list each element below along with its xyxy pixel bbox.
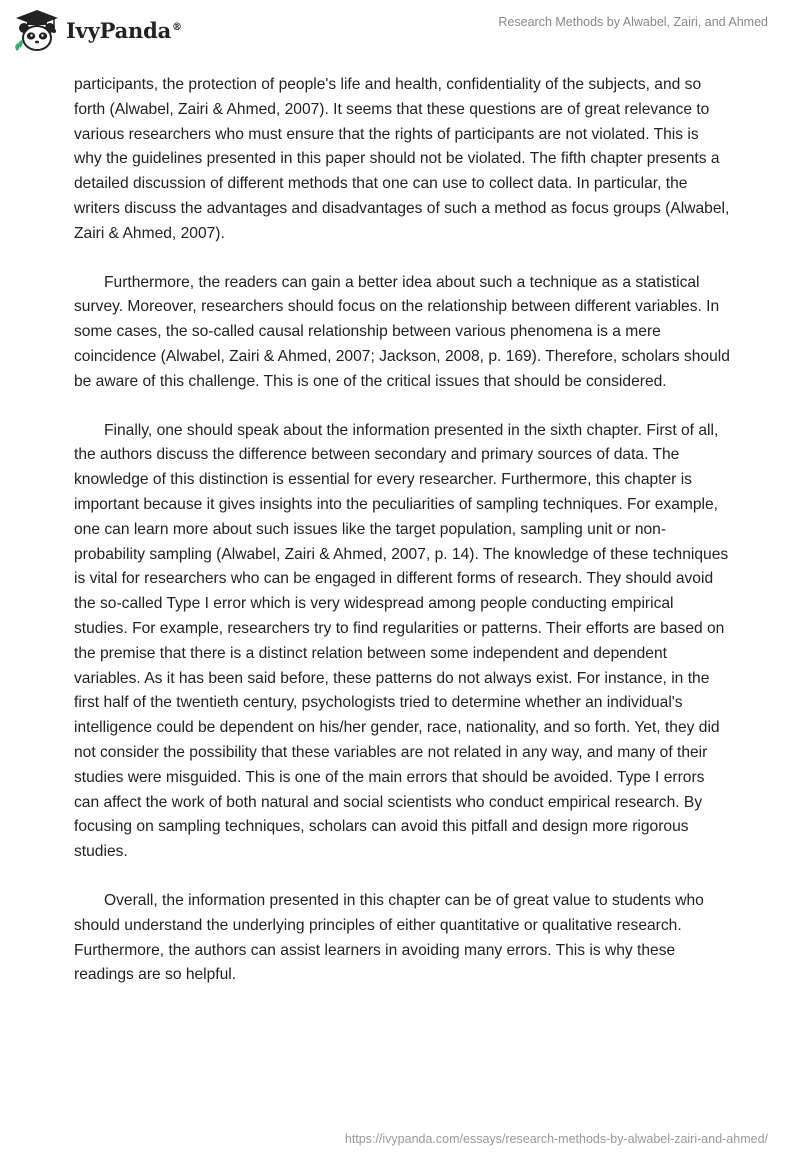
panda-graduate-icon [14, 8, 60, 52]
paragraph: Furthermore, the readers can gain a better idea about such a technique as a statistical survey. Moreover, researchers should focus on the relationship between different variables. In some cases, the so-called causal relationship between various phenomena is a mere coincidence (Alwabel, Zairi & Ahmed, 2007; Jackson, 2008, p. 169). Therefore, scholars should be aware of this challenge. This is one of the critical issues that should be considered. [74, 273, 730, 390]
page-header [0, 0, 800, 70]
paragraph: Overall, the information presented in this chapter can be of great value to students who should understand the underlying principles of either quantitative or qualitative research. Furthermore, the authors can assist learners in avoiding many errors. This is why these readings are so helpful. [74, 891, 704, 984]
paragraph: participants, the protection of people's life and health, confidentiality of the subjects, and so forth (Alwabel, Zairi & Ahmed, 2007). It seems that these questions are of great relevance to various researchers who must ensure that the rights of participants are not violated. This is why the guidelines presented in this paper should not be violated. The fifth chapter presents a detailed discussion of different methods that one can use to collect data. In particular, the writers discuss the advantages and disadvantages of such a method as focus groups (Alwabel, Zairi & Ahmed, 2007). [74, 76, 730, 242]
document-title: Research Methods by Alwabel, Zairi, and Ahmed [498, 15, 768, 29]
essay-body [74, 73, 730, 1012]
source-url[interactable]: https://ivypanda.com/essays/research-methods-by-alwabel-zairi-and-ahmed/ [344, 1132, 768, 1146]
brand-name: IvyPanda® [66, 17, 182, 43]
paragraph: Finally, one should speak about the information presented in the sixth chapter. First of all, the authors discuss the difference between secondary and primary sources of data. The knowledge of this distinction is essential for every researcher. Furthermore, this chapter is important because it gives insights into the peculiarities of sampling techniques. For example, one can learn more about such issues like the target population, sampling unit or non-probability sampling (Alwabel, Zairi & Ahmed, 2007, p. 14). The knowledge of these techniques is vital for researchers who can be engaged in different forms of research. They should avoid the so-called Type I error which is very widespread among people conducting empirical studies. For example, researchers try to find regularities or patterns. Their efforts are based on the premise that there is a distinct relation between some independent and dependent variables. As it has been said before, these patterns do not always exist. For instance, in the first half of the twentieth century, psychologists tried to determine whether an individual's intelligence could be dependent on his/her gender, race, nationality, and so forth. Yet, they did not consider the possibility that these variables are not related in any way, and many of their studies were misguided. This is one of the main errors that should be avoided. Type I errors can affect the work of both natural and social scientists who conduct empirical research. By focusing on sampling techniques, scholars can avoid this pitfall and design more rigorous studies. [74, 421, 729, 861]
ivypanda-logo[interactable] [14, 8, 182, 52]
